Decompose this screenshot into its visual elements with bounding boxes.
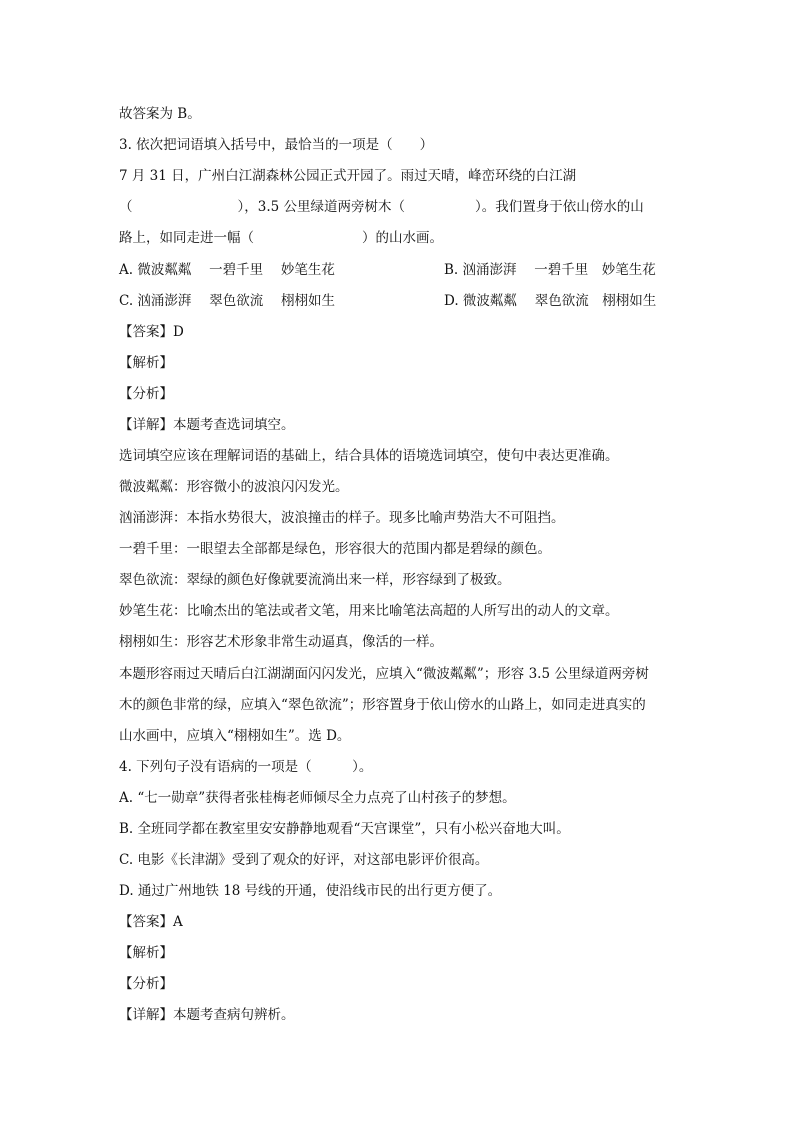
q4-option-c: C. 电影《长津湖》受到了观众的好评，对这部电影评价很高。 (119, 852, 489, 868)
blank-end: ）。我们置身于依山傍水的山 (475, 199, 644, 215)
q2-conclusion: 故答案为 B。 (119, 106, 201, 122)
q4-option-a: A. “七一勋章”获得者张桂梅老师倾尽全力点亮了山村孩子的梦想。 (119, 790, 516, 806)
q3-explanation-10: 山水画中，应填入“栩栩如生”。选 D。 (119, 728, 351, 744)
q4-fenxi: 【分析】 (119, 976, 173, 992)
q3-passage-line1: 7 月 31 日，广州白江湖森林公园正式开园了。雨过天晴，峰峦环绕的白江湖 (119, 168, 577, 184)
q3-passage-line2 (119, 198, 679, 216)
q3-explanation-8: 本题形容雨过天晴后白江湖湖面闪闪发光，应填入“微波粼粼”；形容 3.5 公里绿道两旁树 (119, 666, 649, 682)
q4-option-b: B. 全班同学都在教室里安安静静地观看“天宫课堂”，只有小松兴奋地大叫。 (119, 821, 570, 837)
q3-jiexi: 【解析】 (119, 355, 173, 371)
q3-option-d: D. 微波粼粼 翠色欲流 栩栩如生 (444, 293, 657, 309)
q4-option-d: D. 通过广州地铁 18 号线的开通，使沿线市民的出行更方便了。 (119, 883, 502, 899)
q3-option-a: A. 微波粼粼 一碧千里 妙笔生花 (119, 262, 335, 278)
q4-jiexi: 【解析】 (119, 945, 173, 961)
q3-explanation-3: 汹涌澎湃：本指水势很大，波浪撞击的样子。现多比喻声势浩大不可阻挡。 (119, 510, 565, 526)
blank-mid: ），3.5 公里绿道两旁树木（ (237, 199, 406, 215)
q3-explanation-9: 木的颜色非常的绿，应填入“翠色欲流”；形容置身于依山傍水的山路上，如同走进真实的 (119, 697, 646, 713)
q3-stem: 3. 依次把词语填入括号中，最恰当的一项是（ ） (119, 137, 434, 153)
q3-explanation-6: 妙笔生花：比喻杰出的笔法或者文笔，用来比喻笔法高超的人所写出的动人的文章。 (119, 603, 619, 619)
q3-passage-line3: 路上，如同走进一幅（ ）的山水画。 (119, 230, 443, 246)
q3-explanation-1: 选词填空应该在理解词语的基础上，结合具体的语境选词填空，使句中表达更准确。 (119, 448, 619, 464)
q4-stem: 4. 下列句子没有语病的一项是（ ）。 (119, 759, 373, 775)
q3-fenxi: 【分析】 (119, 386, 173, 402)
blank-open: （ (119, 199, 133, 215)
q3-option-c: C. 汹涌澎湃 翠色欲流 栩栩如生 (119, 293, 336, 309)
q3-explanation-5: 翠色欲流：翠绿的颜色好像就要流淌出来一样，形容绿到了极致。 (119, 572, 511, 588)
q3-explanation-4: 一碧千里：一眼望去全部都是绿色，形容很大的范围内都是碧绿的颜色。 (119, 541, 551, 557)
q3-detail: 【详解】本题考查选词填空。 (119, 417, 295, 433)
q4-detail: 【详解】本题考查病句辨析。 (119, 1007, 295, 1023)
q3-option-b: B. 汹涌澎湃 一碧千里 妙笔生花 (444, 262, 656, 278)
q3-answer: 【答案】D (119, 324, 184, 340)
q3-explanation-7: 栩栩如生：形容艺术形象非常生动逼真，像活的一样。 (119, 634, 443, 650)
q3-explanation-2: 微波粼粼：形容微小的波浪闪闪发光。 (119, 479, 349, 495)
q4-answer: 【答案】A (119, 914, 183, 930)
